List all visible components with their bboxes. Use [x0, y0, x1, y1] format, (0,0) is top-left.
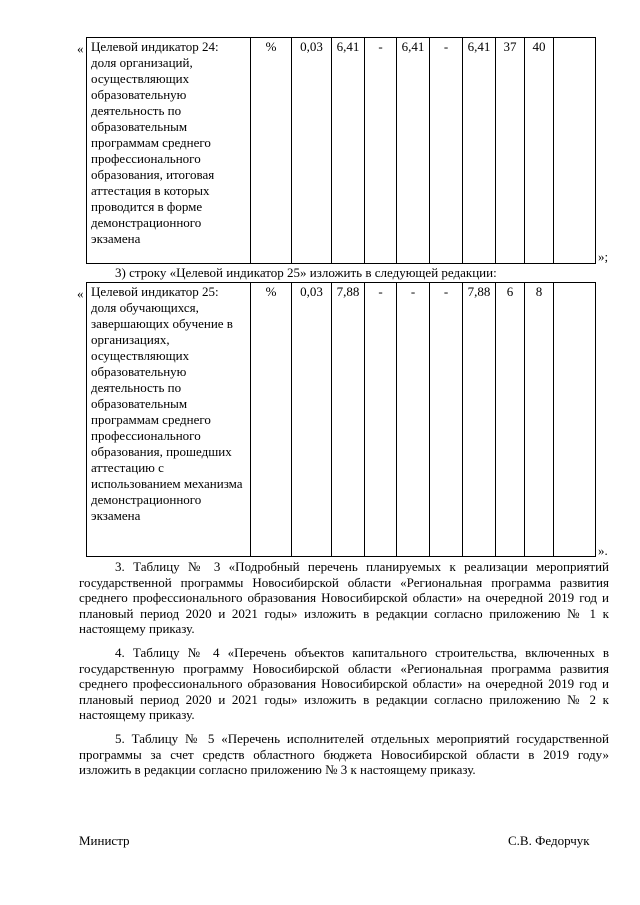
value-cell: 6,41	[463, 38, 496, 264]
paragraph-4: 4. Таблицу № 4 «Перечень объектов капитального строительства, включенных в государственную программу Новосибирской области «Региональная программа развития среднего профессионального образования Новосибирской области» на очередной 2019 год и плановый период 2020 и 2021 годы» изложить в редакции согласно приложению № 2 к настоящему приказу.	[79, 645, 609, 723]
signature-name: С.В. Федорчук	[508, 833, 590, 848]
value-cell: 6	[496, 283, 525, 557]
value-cell: 40	[525, 38, 554, 264]
value-cell: -	[365, 38, 397, 264]
indicator-name: Целевой индикатор 25: доля обучающихся, завершающих обучение в организациях, осуществляющих образовательную деятельность по образовательным программам среднего профессионального образования, прошедших аттестацию с использованием механизма демонстрационного экзамена	[87, 283, 251, 557]
value-cell	[554, 283, 596, 557]
table-row	[87, 283, 596, 557]
value-cell: 7,88	[463, 283, 496, 557]
item-3-line: 3) строку «Целевой индикатор 25» изложить в следующей редакции:	[115, 265, 497, 280]
value-cell	[554, 38, 596, 264]
indicator-25-table	[86, 282, 596, 557]
paragraph-5: 5. Таблицу № 5 «Перечень исполнителей отдельных мероприятий государственной программы за счет средств областного бюджета Новосибирской области в 2019 году» изложить в редакции согласно приложению № 3 к настоящему приказу.	[79, 731, 609, 778]
value-cell: -	[430, 283, 463, 557]
indicator-24-table	[86, 37, 596, 264]
value-cell: 0,03	[292, 38, 332, 264]
table-row	[87, 38, 596, 264]
value-cell: 8	[525, 283, 554, 557]
indicator-name: Целевой индикатор 24: доля организаций, осуществляющих образовательную деятельность по образовательным программам среднего профессионального образования, итоговая аттестация в которых проводится в форме демонстрационного экзамена	[87, 38, 251, 264]
unit-cell: %	[251, 283, 292, 557]
opening-quote: «	[77, 41, 84, 56]
signature-position: Министр	[79, 833, 130, 848]
value-cell: 37	[496, 38, 525, 264]
value-cell: 7,88	[332, 283, 365, 557]
value-cell: 0,03	[292, 283, 332, 557]
value-cell: 6,41	[332, 38, 365, 264]
opening-quote: «	[77, 286, 84, 301]
paragraph-3: 3. Таблицу № 3 «Подробный перечень планируемых к реализации мероприятий государственной программы Новосибирской области «Региональная программа развития среднего профессионального образования Новосибирской области» на очередной 2019 год и плановый период 2020 и 2021 годы» изложить в редакции согласно приложению № 1 к настоящему приказу.	[79, 559, 609, 637]
value-cell: -	[397, 283, 430, 557]
value-cell: -	[430, 38, 463, 264]
closing-quote: ».	[598, 543, 608, 558]
value-cell: -	[365, 283, 397, 557]
value-cell: 6,41	[397, 38, 430, 264]
closing-quote: »;	[598, 249, 609, 264]
unit-cell: %	[251, 38, 292, 264]
